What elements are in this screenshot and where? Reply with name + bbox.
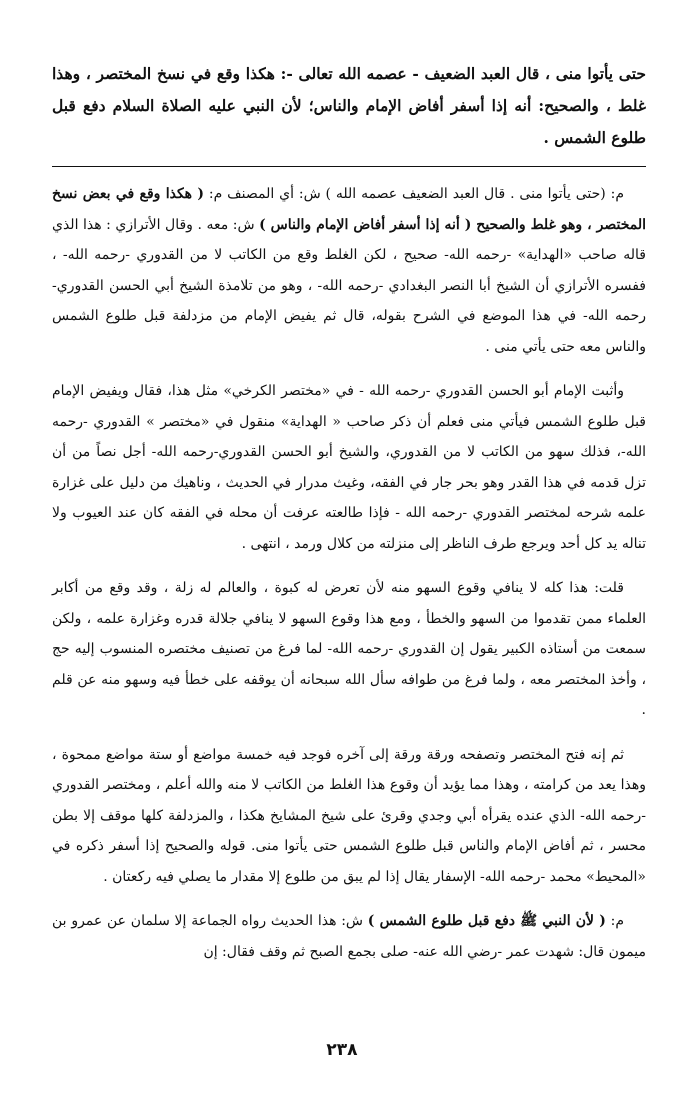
commentary-5-body: ش: هذا الحديث رواه الجماعة إلا سلمان عن عمرو بن ميمون قال: شهدت عمر -رضي الله عنه- صلى بجمع الصبح ثم وقف فقال: إن — [52, 913, 646, 960]
commentary-paragraph-4: ثم إنه فتح المختصر وتصفحه ورقة ورقة إلى آخره فوجد فيه خمسة مواضع أو ستة مواضع ممحوة ، وهذا يعد من كرامته ، وهذا مما يؤيد أن وقوع هذا الغلط من الكاتب لا منه والله أعلم ، ومختصر القدوري -رحمه الله- الذي عنده يقرأه أبي وجدي وقرئ على شيخ المشايخ هكذا ، والمزدلفة كلها موقف إلا بطن محسر ، ثم أفاض الإمام والناس قبل طلوع الشمس حتى يأتوا منى. قوله والصحيح إذا أسفر ذكره في «المحيط» محمد -رحمه الله- الإسفار يقال إذا لم يبق من طلوع إلا مقدار ما يصلي فيه ركعتان . — [52, 746, 646, 885]
commentary-paragraph-1 — [52, 179, 646, 362]
commentary-1-body: ش: معه . وقال الأترازي : هذا الذي قاله صاحب «الهداية» -رحمه الله- صحيح ، لكن الغلط وقع من الكاتب لا من القدوري -رحمه الله- ، ففسره الأترازي أن الشيخ أبا النصر البغدادي -رحمه الله- ، وهو من تلامذة الشيخ أبي الحسن القدوري-رحمه الله- في هذا الموضع في الشرح بقوله، قال ثم يفيض الإمام من مزدلفة قبل طلوع الشمس والناس معه حتى يأتي منى . — [52, 216, 646, 355]
page-body — [52, 58, 646, 981]
commentary-paragraph-2: وأثبت الإمام أبو الحسن القدوري -رحمه الله - في «مختصر الكرخي» مثل هذا، فقال ويفيض الإمام قبل طلوع الشمس فيأتي منى فعلم أن ذكر صاحب « الهداية» منقول في «مختصر » القدوري -رحمه الله-، فذلك سهو من الكاتب لا من القدوري، والشيخ أبو الحسن القدوري-رحمه الله- أجل نصاً من أن تزل قدمه في هذا القدر وهو بحر جار في الفقه، وغيث مدرار في الحديث ، وناهيك من دليل على غزارة علمه شرحه لمختصر القدوري -رحمه الله - فإذا طالعته عرفت أن محله في الفقه كان عند العيوب ولا تناله يد كل أحد ويرجع طرف الناظر إلى منزلته من كلال ورمد ، انتهى . — [52, 383, 646, 552]
main-text: حتى يأتوا منى ، قال العبد الضعيف - عصمه الله تعالى -: هكذا وقع في نسخ المختصر ، وهذا غلط ، والصحيح: أنه إذا أسفر أفاض الإمام والناس؛ لأن النبي عليه الصلاة السلام دفع قبل طلوع الشمس . — [52, 64, 646, 147]
separator-rule — [52, 166, 646, 167]
commentary-1-prefix: م: (حتى يأتوا منى . قال العبد الضعيف عصمه الله ) ش: أي المصنف م: — [204, 186, 625, 202]
commentary-paragraph-5 — [52, 906, 646, 967]
commentary-paragraph-3: قلت: هذا كله لا ينافي وقوع السهو منه لأن تعرض له كبوة ، والعالم له زلة ، وقد وقع من أكابر العلماء ممن تقدموا من السهو والخطأ ، ومع هذا وقوع السهو لا ينافي جلالة قدره وغزارة علمه ، ولكن سمعت من أستاذه الكبير يقول إن القدوري -رحمه الله- لما فرغ من تصنيف مختصره المنسوب إليه حج ، وأخذ المختصر معه ، ولما فرغ من طوافه سأل الله سبحانه أن يوقفه على خطأ فيه وسهو منه عن قلم . — [52, 580, 646, 718]
commentary-5-prefix: م: — [605, 913, 624, 929]
page-number: ٢٣٨ — [326, 1040, 358, 1060]
commentary-5-quote: ( لأن النبي ﷺ دفع قبل طلوع الشمس ) — [367, 913, 606, 929]
commentary-1-quote: ( هكذا وقع في بعض نسخ المختصر ، وهو غلط والصحيح ( أنه إذا أسفر أفاض الإمام والناس ) — [52, 186, 646, 233]
